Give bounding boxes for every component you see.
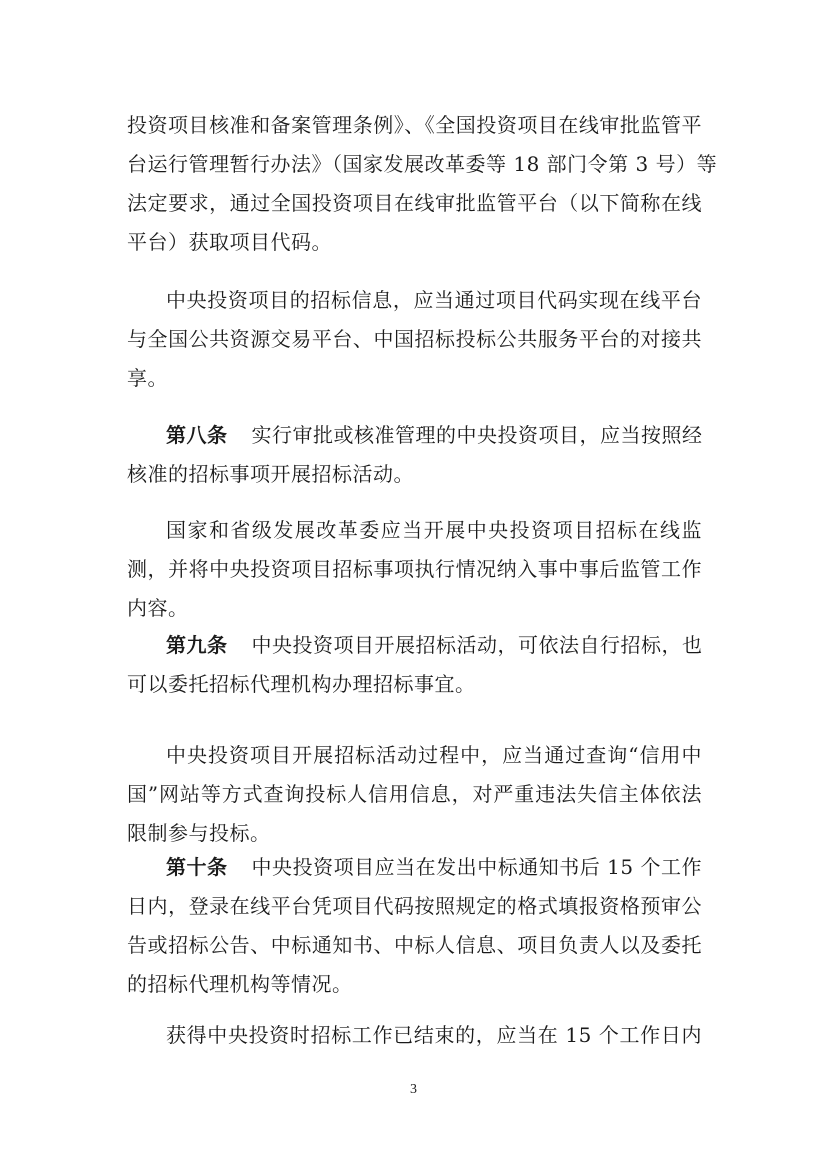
paragraph-line: 获得中央投资时招标工作已结束的，应当在 15 个工作日内 [166, 1023, 702, 1047]
paragraph-line: 测，并将中央投资项目招标事项执行情况纳入事中事后监管工作 [127, 557, 702, 581]
article-9-label: 第九条 [166, 633, 228, 657]
page-number: 3 [410, 1082, 417, 1097]
article-9-line [166, 630, 702, 660]
paragraph-line: 中央投资项目开展招标活动过程中，应当通过查询“信用中 [166, 743, 702, 767]
article-9-text: 中央投资项目开展招标活动，可依法自行招标，也 [251, 633, 703, 657]
paragraph-line: 国家和省级发展改革委应当开展中央投资项目招标在线监 [166, 518, 702, 542]
paragraph-line: 可以委托招标代理机构办理招标事宜。 [127, 672, 476, 696]
paragraph-line: 中央投资项目的招标信息，应当通过项目代码实现在线平台 [166, 288, 702, 312]
article-10-text: 中央投资项目应当在发出中标通知书后 15 个工作 [251, 855, 702, 879]
paragraph-line: 平台）获取项目代码。 [127, 230, 332, 254]
paragraph-line: 与全国公共资源交易平台、中国招标投标公共服务平台的对接共 [127, 327, 702, 351]
paragraph-line: 享。 [127, 366, 168, 390]
paragraph-line: 法定要求，通过全国投资项目在线审批监管平台（以下简称在线 [127, 191, 702, 215]
article-10-label: 第十条 [166, 855, 228, 879]
paragraph-line: 的招标代理机构等情况。 [127, 972, 353, 996]
article-8-label: 第八条 [166, 423, 228, 447]
article-8-line [166, 420, 702, 450]
paragraph-line: 告或招标公告、中标通知书、中标人信息、项目负责人以及委托 [127, 933, 702, 957]
article-10-line [166, 852, 702, 882]
paragraph-line: 日内，登录在线平台凭项目代码按照规定的格式填报资格预审公 [127, 894, 702, 918]
paragraph-line: 台运行管理暂行办法》（国家发展改革委等 18 部门令第 3 号）等 [127, 152, 718, 176]
paragraph-line: 限制参与投标。 [127, 821, 271, 845]
paragraph-line: 内容。 [127, 596, 189, 620]
article-8-text: 实行审批或核准管理的中央投资项目，应当按照经 [251, 423, 703, 447]
paragraph-line: 投资项目核准和备案管理条例》、《全国投资项目在线审批监管平 [127, 113, 702, 137]
paragraph-line: 核准的招标事项开展招标活动。 [127, 462, 414, 486]
paragraph-line: 国”网站等方式查询投标人信用信息，对严重违法失信主体依法 [127, 782, 702, 806]
